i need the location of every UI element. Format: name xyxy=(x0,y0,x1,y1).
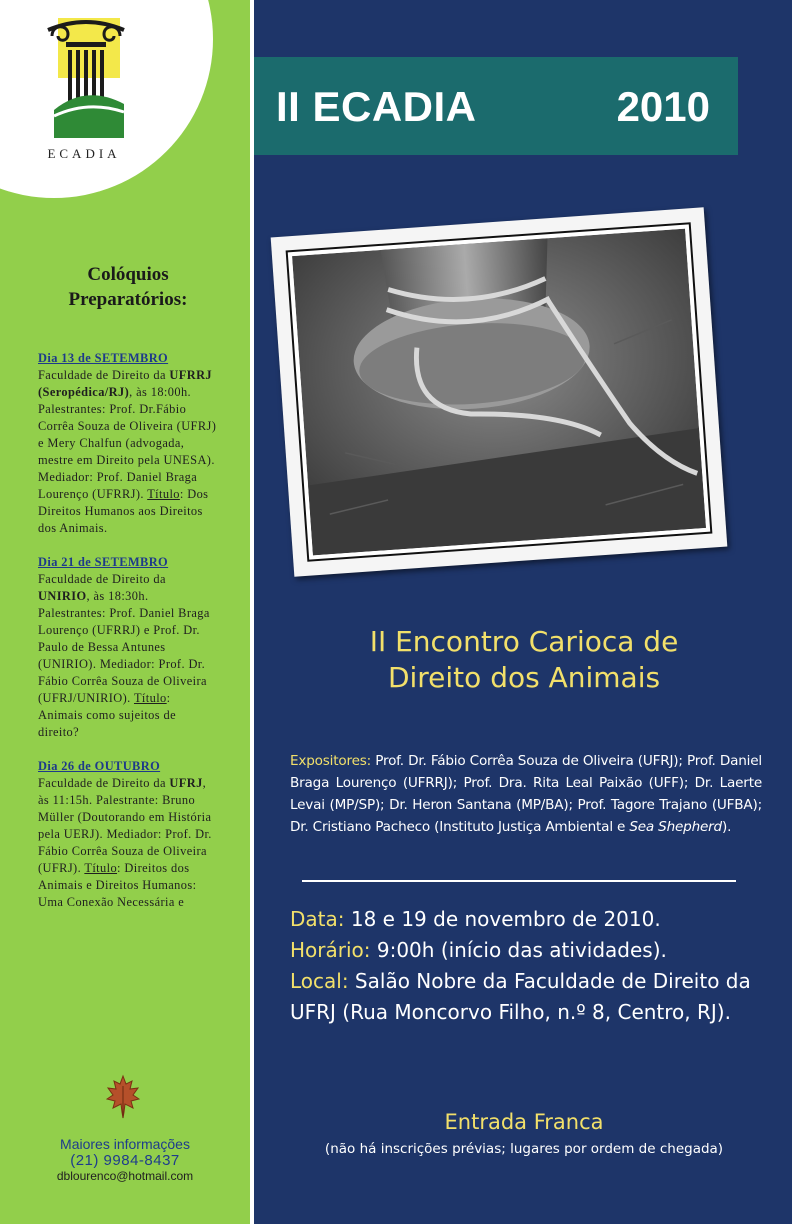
session-time: , às 11:15h. xyxy=(38,776,207,807)
speakers-list: Prof. Dr. Fábio Corrêa Souza de Oliveira (UFRJ); Prof. Daniel Braga Lourenço (UFRRJ); Prof. Dra. Rita Leal Paixão (UFF); Dr. Laerte Levai (MP/SP); Dr. Heron Santana (MP/BA); Prof. Tagore Trajano (UFBA); Dr. Cristiano Pacheco (Instituto Justiça Ambiental e xyxy=(290,753,762,835)
chained-elephant-foot-photo xyxy=(292,229,706,556)
contact-email[interactable]: dblourenco@hotmail.com xyxy=(56,1169,194,1183)
session-place: Faculdade de Direito da xyxy=(38,572,166,586)
speakers-italic: Sea Shepherd xyxy=(629,819,722,835)
speakers-label: Expositores: xyxy=(290,753,372,769)
session-title: : Direitos dos Animais e Direitos Humanos: Uma Conexão Necessária e xyxy=(38,861,197,909)
photo xyxy=(286,222,713,562)
session-speakers: Palestrantes: Prof. Daniel Braga Lourenço (UFRRJ) e Prof. Dr. Paulo de Bessa Antunes (UNIRIO). xyxy=(38,606,210,671)
photo-frame xyxy=(271,207,728,576)
session-mediator: Mediador: Prof. Dr. Fábio Corrêa Souza de Oliveira (UFRJ/UNIRIO). xyxy=(38,657,207,705)
session-title: : Dos Direitos Humanos aos Direitos dos Animais. xyxy=(38,487,209,535)
session-venue: UFRJ xyxy=(169,776,203,790)
detail-time xyxy=(290,935,770,966)
event-year: 2010 xyxy=(616,83,710,130)
session-speakers: Palestrante: Bruno Müller (Doutorando em História pela UERJ). xyxy=(38,793,212,841)
session-mediator: Mediador: Prof. Daniel Braga Lourenço (UFRRJ). xyxy=(38,470,198,501)
session-date: Dia 13 de SETEMBRO xyxy=(38,351,169,365)
speakers-paragraph xyxy=(290,750,762,838)
place-value: Salão Nobre da Faculdade de Direito da UFRJ (Rua Moncorvo Filho, n.º 8, Centro, RJ). xyxy=(290,969,751,1024)
session-venue: UNIRIO xyxy=(38,589,87,603)
session-list xyxy=(38,350,218,928)
session-mediator: Mediador: Prof. Dr. Fábio Corrêa Souza de Oliveira (UFRJ). xyxy=(38,827,212,875)
free-entry-heading: Entrada Franca xyxy=(444,1110,604,1134)
contact-info xyxy=(10,1136,240,1184)
sidebar-title-line1: Colóquios xyxy=(87,264,169,285)
sidebar xyxy=(0,0,250,1224)
contact-heading: Maiores informações xyxy=(60,1136,190,1152)
detail-place xyxy=(290,966,770,1028)
date-label: Data: xyxy=(290,907,345,931)
session-title: : Animais como sujeitos de direito? xyxy=(38,691,176,739)
session-title-label: Título xyxy=(133,691,167,705)
time-value: 9:00h (início das atividades). xyxy=(370,938,667,962)
event-acronym: II ECADIA xyxy=(276,83,477,130)
session-place: Faculdade de Direito da xyxy=(38,776,166,790)
free-entry-note: (não há inscrições prévias; lugares por ordem de chegada) xyxy=(324,1141,724,1157)
section-rule xyxy=(302,880,736,882)
sidebar-title-line2: Preparatórios: xyxy=(68,289,188,310)
date-value: 18 e 19 de novembro de 2010. xyxy=(344,907,661,931)
logo-wordmark: ECADIA xyxy=(47,146,121,161)
session-title-label: Título xyxy=(84,861,118,875)
event-title-line2: Direito dos Animais xyxy=(387,661,661,694)
event-title-line1: II Encontro Carioca de xyxy=(369,625,679,658)
detail-date xyxy=(290,904,770,935)
session-date: Dia 26 de OUTUBRO xyxy=(38,759,161,773)
place-label: Local: xyxy=(290,969,349,993)
session-item xyxy=(38,758,218,911)
session-place: Faculdade de Direito da xyxy=(38,368,166,382)
header-banner xyxy=(254,57,738,155)
session-item xyxy=(38,350,218,537)
session-item xyxy=(38,554,218,741)
time-label: Horário: xyxy=(290,938,371,962)
main-panel xyxy=(254,0,792,1224)
session-speakers: Palestrantes: Prof. Dr.Fábio Corrêa Souza de Oliveira (UFRJ) e Mery Chalfun (advogada, mestre em Direito pela UNESA). xyxy=(38,402,217,467)
speakers-end: ). xyxy=(722,819,732,835)
contact-phone: (21) 9984-8437 xyxy=(70,1152,180,1169)
ionic-column-logo-icon xyxy=(44,12,128,142)
session-date: Dia 21 de SETEMBRO xyxy=(38,555,169,569)
event-details xyxy=(290,904,770,1028)
session-time: , às 18:00h. xyxy=(129,385,192,399)
event-title xyxy=(294,624,754,696)
maple-leaf-icon xyxy=(106,1074,140,1120)
session-venue: UFRRJ (Seropédica/RJ) xyxy=(38,368,213,399)
session-time: , às 18:30h. xyxy=(86,589,149,603)
sidebar-title xyxy=(30,262,226,312)
session-title-label: Título xyxy=(147,487,180,501)
